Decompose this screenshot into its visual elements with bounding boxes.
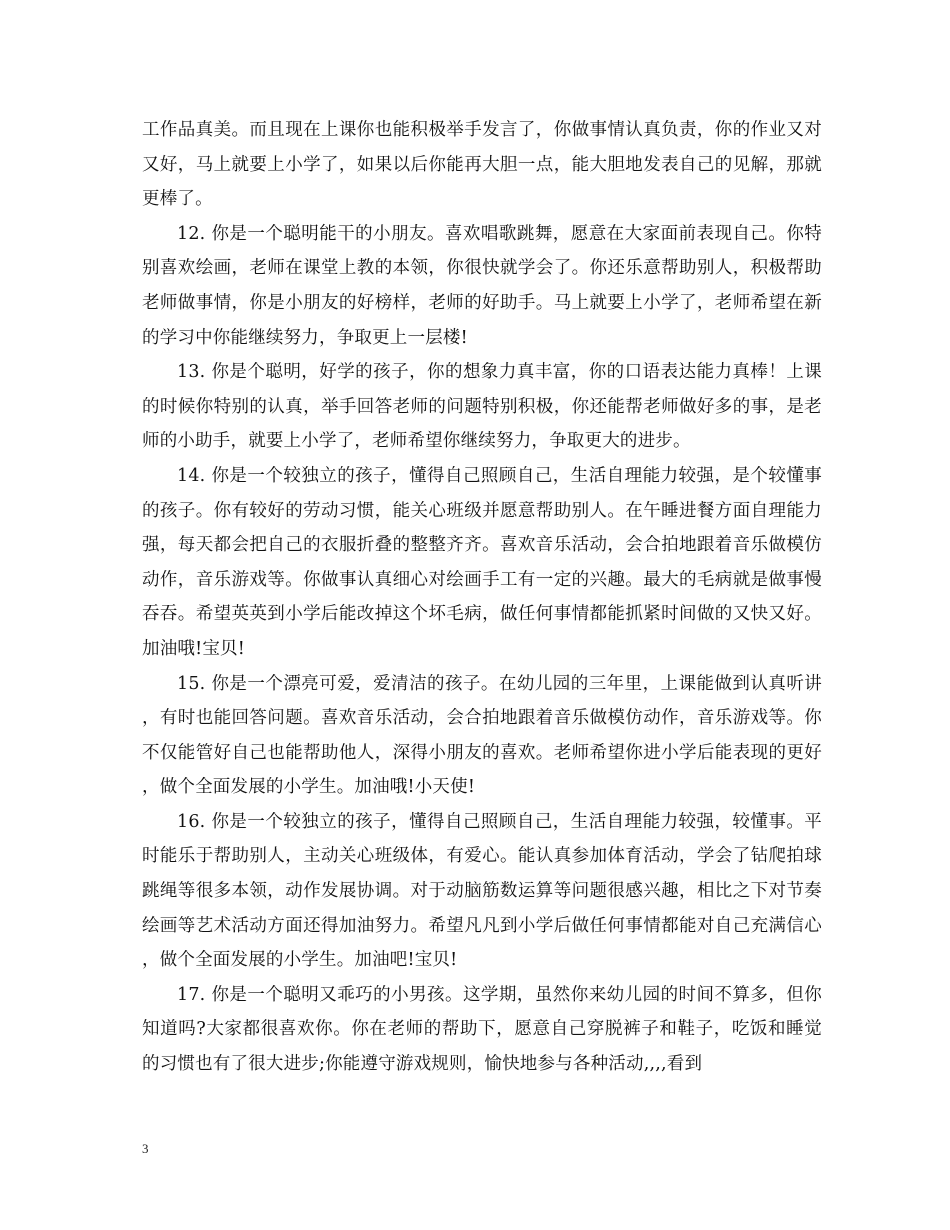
paragraph-item-12: 12. 你是一个聪明能干的小朋友。喜欢唱歌跳舞，愿意在大家面前表现自己。你特别喜欢绘画，老师在课堂上教的本领，你很快就学会了。你还乐意帮助别人，积极帮助老师做事情，你是小朋友的好榜样，老师的好助手。马上就要上小学了，老师希望在新的学习中你能继续努力，争取更上一层楼!	[142, 223, 822, 348]
page-number: 3	[142, 1141, 149, 1156]
paragraph-item-17: 17. 你是一个聪明又乖巧的小男孩。这学期，虽然你来幼儿园的时间不算多，但你知道吗?大家都很喜欢你。你在老师的帮助下，愿意自己穿脱裤子和鞋子，吃饭和睡觉的习惯也有了很大进步;你能遵守游戏规则，愉快地参与各种活动,,,,看到	[142, 984, 822, 1075]
paragraph-item-14: 14. 你是一个较独立的孩子，懂得自己照顾自己，生活自理能力较强，是个较懂事的孩子。你有较好的劳动习惯，能关心班级并愿意帮助别人。在午睡进餐方面自理能力强，每天都会把自己的衣服折叠的整整齐齐。喜欢音乐活动，会合拍地跟着音乐做模仿动作，音乐游戏等。你做事认真细心对绘画手工有一定的兴趣。最大的毛病就是做事慢吞吞。希望英英到小学后能改掉这个坏毛病，做任何事情都能抓紧时间做的又快又好。加油哦!宝贝!	[142, 465, 822, 659]
document-body	[142, 113, 822, 1082]
paragraph-item-16: 16. 你是一个较独立的孩子，懂得自己照顾自己，生活自理能力较强，较懂事。平时能乐于帮助别人，主动关心班级体，有爱心。能认真参加体育活动，学会了钻爬拍球跳绳等很多本领，动作发展协调。对于动脑筋数运算等问题很感兴趣，相比之下对节奏绘画等艺术活动方面还得加油努力。希望凡凡到小学后做任何事情都能对自己充满信心，做个全面发展的小学生。加油吧!宝贝!	[142, 811, 822, 971]
paragraph-item-13: 13. 你是个聪明，好学的孩子，你的想象力真丰富，你的口语表达能力真棒！上课的时候你特别的认真，举手回答老师的问题特别积极，你还能帮老师做好多的事，是老师的小助手，就要上小学了，老师希望你继续努力，争取更大的进步。	[142, 362, 822, 452]
paragraph-item-15: 15. 你是一个漂亮可爱，爱清洁的孩子。在幼儿园的三年里，上课能做到认真听讲，有时也能回答问题。喜欢音乐活动，会合拍地跟着音乐做模仿动作，音乐游戏等。你不仅能管好自己也能帮助他人，深得小朋友的喜欢。老师希望你进小学后能表现的更好，做个全面发展的小学生。加油哦!小天使!	[142, 673, 822, 798]
paragraph-continuation: 工作品真美。而且现在上课你也能积极举手发言了，你做事情认真负责，你的作业又对又好，马上就要上小学了，如果以后你能再大胆一点，能大胆地发表自己的见解，那就更棒了。	[142, 120, 822, 210]
